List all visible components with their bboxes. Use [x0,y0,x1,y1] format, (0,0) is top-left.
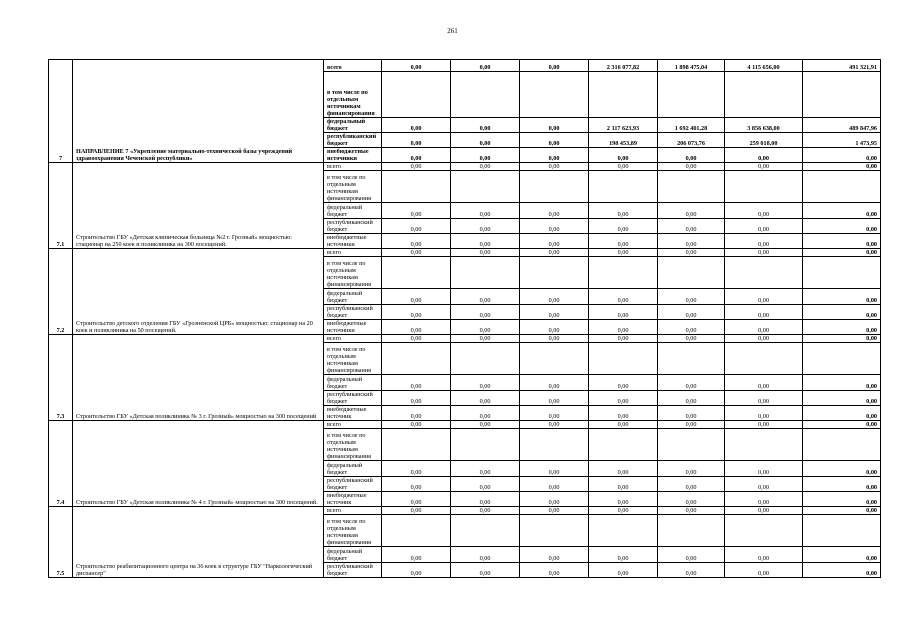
funding-source: в том числе по отдельным источникам финансирования [324,515,382,547]
value-cell [803,429,881,461]
value-cell: 0,00 [451,507,520,515]
value-cell: 0,00 [520,477,589,492]
value-cell [803,343,881,375]
value-cell: 0,00 [451,203,520,219]
value-cell [451,72,520,118]
value-cell: 0,00 [382,163,451,171]
value-cell: 0,00 [658,289,725,305]
value-cell: 0,00 [451,406,520,421]
funding-source: республиканский бюджет [324,305,382,320]
value-cell: 0,00 [382,406,451,421]
value-cell [589,257,658,289]
value-cell: 0,00 [451,133,520,148]
value-cell: 0,00 [589,492,658,507]
value-cell [520,171,589,203]
value-cell: 1 473,95 [803,133,881,148]
value-cell [803,257,881,289]
value-cell: 0,00 [382,305,451,320]
value-cell: 0,00 [658,375,725,391]
value-cell: 0,00 [382,203,451,219]
value-cell: 0,00 [589,547,658,563]
value-cell: 0,00 [382,421,451,429]
value-cell [451,257,520,289]
value-cell: 2 316 077,82 [589,60,658,72]
value-cell: 0,00 [520,219,589,234]
value-cell: 0,00 [589,219,658,234]
value-cell: 0,00 [803,507,881,515]
funding-source: всего [324,507,382,515]
value-cell: 0,00 [658,234,725,249]
value-cell: 0,00 [451,118,520,133]
value-cell: 0,00 [451,461,520,477]
table-row [49,249,881,257]
value-cell: 0,00 [658,148,725,163]
value-cell: 0,00 [520,289,589,305]
value-cell: 0,00 [589,163,658,171]
value-cell: 0,00 [520,305,589,320]
value-cell [589,171,658,203]
value-cell: 0,00 [520,163,589,171]
value-cell: 0,00 [451,305,520,320]
value-cell: 0,00 [382,219,451,234]
value-cell: 0,00 [803,421,881,429]
value-cell [725,257,803,289]
row-title: Строительство ГБУ «Детская клиническая больница №2 г. Грозный» мощностью: стационар на 250 коек и поликлиника на 300 посещений. [73,163,324,249]
value-cell: 0,00 [382,507,451,515]
value-cell: 0,00 [451,249,520,257]
value-cell: 0,00 [520,461,589,477]
value-cell: 259 018,00 [725,133,803,148]
value-cell [725,72,803,118]
value-cell: 0,00 [589,305,658,320]
value-cell: 0,00 [725,492,803,507]
value-cell: 0,00 [658,507,725,515]
value-cell: 0,00 [589,477,658,492]
value-cell: 0,00 [658,391,725,406]
value-cell: 0,00 [382,461,451,477]
value-cell: 0,00 [803,163,881,171]
funding-source: всего [324,163,382,171]
value-cell: 2 117 623,93 [589,118,658,133]
value-cell: 0,00 [589,461,658,477]
value-cell: 0,00 [725,148,803,163]
value-cell: 0,00 [803,234,881,249]
value-cell [589,343,658,375]
value-cell: 3 856 638,00 [725,118,803,133]
row-title: НАПРАВЛЕНИЕ 7 «Укрепление материально-технической базы учреждений здравоохранения Чеченской республики» [73,60,324,163]
value-cell: 1 692 401,28 [658,118,725,133]
value-cell: 0,00 [725,234,803,249]
value-cell: 0,00 [589,406,658,421]
funding-source: внебюджетные источник [324,492,382,507]
value-cell: 0,00 [589,203,658,219]
value-cell: 0,00 [382,320,451,335]
row-index: 7.5 [49,507,73,578]
row-title: Строительство детского отделения ГБУ «Грозненской ЦРБ» мощностью: стационар на 20 коек и поликлиника на 50 посещений. [73,249,324,335]
value-cell [382,257,451,289]
funding-source: в том числе по отдельным источникам финансирования [324,343,382,375]
value-cell: 0,00 [589,289,658,305]
funding-source: федеральный бюджет [324,547,382,563]
value-cell: 0,00 [520,547,589,563]
funding-source: республиканский бюджет [324,563,382,578]
value-cell [725,429,803,461]
value-cell: 0,00 [658,320,725,335]
value-cell: 0,00 [382,60,451,72]
value-cell [725,171,803,203]
value-cell: 0,00 [725,547,803,563]
value-cell: 0,00 [725,320,803,335]
value-cell [520,343,589,375]
funding-source: в том числе по отдельным источникам финансирования [324,72,382,118]
funding-source: республиканский бюджет [324,391,382,406]
value-cell [382,343,451,375]
value-cell: 0,00 [803,375,881,391]
value-cell: 0,00 [589,249,658,257]
value-cell: 0,00 [520,320,589,335]
value-cell [520,257,589,289]
value-cell [725,515,803,547]
value-cell: 0,00 [658,492,725,507]
value-cell: 0,00 [520,492,589,507]
value-cell: 0,00 [520,507,589,515]
value-cell: 0,00 [451,320,520,335]
value-cell: 491 321,91 [803,60,881,72]
budget-table [48,59,881,578]
funding-source: внебюджетные источники [324,234,382,249]
value-cell: 0,00 [520,203,589,219]
value-cell: 0,00 [803,203,881,219]
funding-source: всего [324,335,382,343]
value-cell: 0,00 [589,335,658,343]
value-cell: 0,00 [803,391,881,406]
value-cell [520,515,589,547]
value-cell: 0,00 [803,148,881,163]
row-index: 7.3 [49,335,73,421]
value-cell [451,171,520,203]
value-cell: 0,00 [725,203,803,219]
funding-source: федеральный бюджет [324,461,382,477]
row-index: 7.2 [49,249,73,335]
value-cell: 0,00 [725,563,803,578]
value-cell [589,72,658,118]
value-cell: 0,00 [658,547,725,563]
value-cell: 0,00 [382,477,451,492]
value-cell: 0,00 [382,492,451,507]
value-cell: 0,00 [589,320,658,335]
value-cell: 0,00 [658,421,725,429]
funding-source: федеральный бюджет [324,289,382,305]
value-cell [451,429,520,461]
table-row [49,60,881,72]
value-cell: 0,00 [658,477,725,492]
value-cell: 0,00 [382,249,451,257]
funding-source: внебюджетные источник [324,406,382,421]
value-cell: 0,00 [451,492,520,507]
value-cell: 0,00 [520,234,589,249]
value-cell [803,72,881,118]
value-cell: 0,00 [725,391,803,406]
funding-source: федеральный бюджет [324,203,382,219]
value-cell: 0,00 [589,391,658,406]
value-cell: 0,00 [725,421,803,429]
row-index: 7.4 [49,421,73,507]
value-cell: 0,00 [520,249,589,257]
value-cell: 0,00 [725,249,803,257]
value-cell: 0,00 [658,249,725,257]
value-cell: 0,00 [589,234,658,249]
value-cell: 0,00 [520,421,589,429]
table-row [49,335,881,343]
value-cell: 0,00 [725,163,803,171]
value-cell: 0,00 [451,234,520,249]
funding-source: всего [324,249,382,257]
table-row [49,163,881,171]
row-title: Строительство ГБУ «Детская поликлиника № 3 г. Грозный» мощностью на 300 посещений [73,335,324,421]
value-cell: 0,00 [451,375,520,391]
value-cell: 0,00 [382,375,451,391]
value-cell: 0,00 [382,391,451,406]
funding-source: в том числе по отдельным источникам финансирования [324,171,382,203]
value-cell: 0,00 [520,406,589,421]
value-cell: 0,00 [725,461,803,477]
value-cell: 0,00 [520,148,589,163]
value-cell: 0,00 [520,335,589,343]
value-cell: 0,00 [725,289,803,305]
value-cell [658,343,725,375]
value-cell [658,72,725,118]
funding-source: внебюджетные источники [324,320,382,335]
funding-source: в том числе по отдельным источникам финансирования [324,429,382,461]
value-cell: 0,00 [451,60,520,72]
value-cell: 0,00 [803,547,881,563]
value-cell: 0,00 [451,477,520,492]
value-cell [803,515,881,547]
value-cell: 0,00 [520,133,589,148]
value-cell [382,171,451,203]
value-cell: 0,00 [520,391,589,406]
row-index: 7.1 [49,163,73,249]
funding-source: в том числе по отдельным источникам финансирования [324,257,382,289]
value-cell [658,171,725,203]
row-title: Строительство реабилитационного центра на 36 коек в структуре ГБУ "Наркологический диспансер" [73,507,324,578]
funding-source: федеральный бюджет [324,118,382,133]
value-cell: 198 453,89 [589,133,658,148]
value-cell: 0,00 [803,406,881,421]
value-cell: 0,00 [382,234,451,249]
value-cell: 0,00 [803,492,881,507]
value-cell: 0,00 [658,163,725,171]
value-cell: 489 847,96 [803,118,881,133]
value-cell: 0,00 [803,335,881,343]
value-cell: 0,00 [451,391,520,406]
value-cell: 0,00 [451,163,520,171]
value-cell: 0,00 [382,563,451,578]
row-title: Строительство ГБУ «Детская поликлиника № 4 г. Грозный» мощностью на 300 посещений. [73,421,324,507]
value-cell [725,343,803,375]
value-cell: 0,00 [658,203,725,219]
table-row [49,421,881,429]
value-cell: 0,00 [658,406,725,421]
value-cell [382,429,451,461]
value-cell: 0,00 [589,148,658,163]
value-cell [382,72,451,118]
value-cell: 0,00 [725,305,803,320]
value-cell: 0,00 [803,563,881,578]
funding-source: федеральный бюджет [324,375,382,391]
value-cell: 0,00 [803,477,881,492]
funding-source: республиканский бюджет [324,219,382,234]
value-cell [658,429,725,461]
row-index: 7 [49,60,73,163]
value-cell: 0,00 [658,219,725,234]
value-cell: 0,00 [589,507,658,515]
value-cell [451,515,520,547]
value-cell: 0,00 [803,305,881,320]
value-cell [451,343,520,375]
value-cell: 206 073,76 [658,133,725,148]
value-cell: 0,00 [520,563,589,578]
value-cell [589,429,658,461]
value-cell: 0,00 [382,118,451,133]
value-cell: 0,00 [520,375,589,391]
value-cell: 0,00 [803,249,881,257]
value-cell: 0,00 [803,320,881,335]
value-cell: 0,00 [451,219,520,234]
value-cell: 0,00 [451,148,520,163]
value-cell: 0,00 [725,507,803,515]
value-cell: 0,00 [725,219,803,234]
value-cell [803,171,881,203]
value-cell [520,429,589,461]
value-cell: 0,00 [451,335,520,343]
value-cell [382,515,451,547]
value-cell: 0,00 [451,563,520,578]
funding-source: всего [324,421,382,429]
value-cell: 0,00 [725,406,803,421]
value-cell: 4 115 656,00 [725,60,803,72]
value-cell: 0,00 [658,335,725,343]
value-cell: 0,00 [803,289,881,305]
value-cell: 0,00 [520,118,589,133]
value-cell: 0,00 [658,563,725,578]
value-cell: 0,00 [589,421,658,429]
value-cell: 0,00 [382,335,451,343]
value-cell: 0,00 [589,563,658,578]
value-cell: 0,00 [382,547,451,563]
value-cell: 1 898 475,04 [658,60,725,72]
value-cell: 0,00 [658,461,725,477]
value-cell: 0,00 [382,289,451,305]
value-cell: 0,00 [725,335,803,343]
value-cell: 0,00 [520,60,589,72]
funding-source: всего [324,60,382,72]
value-cell: 0,00 [451,547,520,563]
value-cell [658,257,725,289]
value-cell: 0,00 [382,133,451,148]
value-cell: 0,00 [658,305,725,320]
value-cell [589,515,658,547]
value-cell: 0,00 [803,461,881,477]
value-cell [658,515,725,547]
value-cell: 0,00 [589,375,658,391]
value-cell: 0,00 [725,477,803,492]
value-cell [520,72,589,118]
funding-source: внебюджетные источники [324,148,382,163]
funding-source: республиканский бюджет [324,477,382,492]
value-cell: 0,00 [382,148,451,163]
value-cell: 0,00 [725,375,803,391]
funding-source: республиканский бюджет [324,133,382,148]
page-number: 261 [447,27,458,35]
table-row [49,507,881,515]
value-cell: 0,00 [803,219,881,234]
value-cell: 0,00 [451,421,520,429]
value-cell: 0,00 [451,289,520,305]
